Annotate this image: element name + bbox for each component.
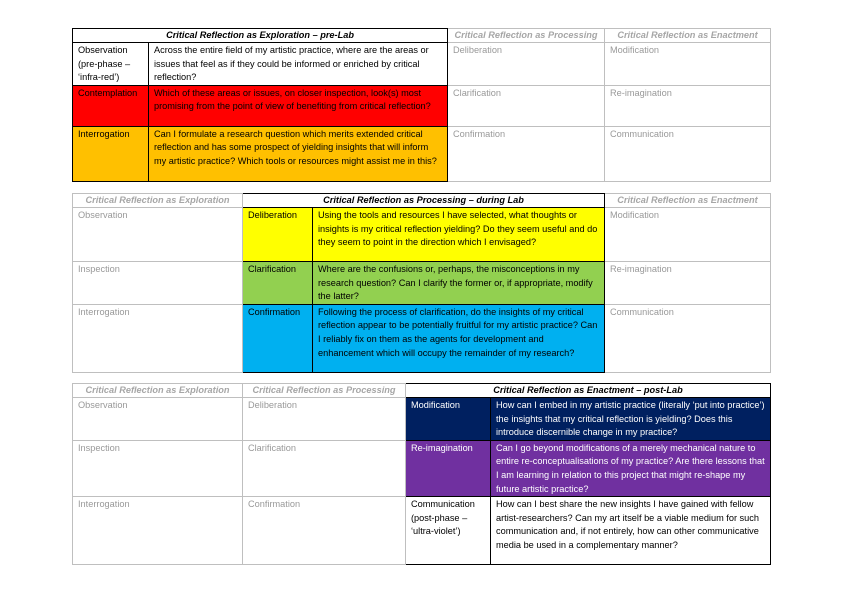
processing-header-inactive: Critical Reflection as Processing: [243, 384, 406, 398]
modification-text: How can I embed in my artistic practice (literally ‘put into practice’) the insights that my critical reflection is yielding? Does this introduce discernible change in my practice?: [491, 398, 771, 441]
reimagination-placeholder: Re-imagination: [605, 262, 771, 305]
reimagination-text: Can I go beyond modifications of a merely mechanical nature to entire re-conceptualisations of my practice? Are there lessons that I am learning in relation to this project that might re-shape my future artistic practice?: [491, 440, 771, 496]
exploration-table: [72, 28, 771, 182]
deliberation-placeholder: Deliberation: [243, 398, 406, 441]
enactment-header-active: Critical Reflection as Enactment – post-Lab: [406, 384, 771, 398]
exploration-header-inactive: Critical Reflection as Exploration: [73, 384, 243, 398]
modification-placeholder: Modification: [605, 43, 771, 86]
confirmation-label: Confirmation: [243, 304, 313, 372]
inspection-placeholder: Inspection: [73, 440, 243, 496]
enactment-table: [72, 383, 771, 565]
deliberation-placeholder: Deliberation: [448, 43, 605, 86]
communication-text: How can I best share the new insights I have gained with fellow artist-researchers? Can my art itself be a viable medium for such communication and, if not entirely, how can other communicative media be used in a complementary manner?: [491, 497, 771, 565]
modification-placeholder: Modification: [605, 208, 771, 262]
interrogation-label: Interrogation: [73, 126, 149, 181]
processing-table: [72, 193, 771, 373]
clarification-placeholder: Clarification: [448, 85, 605, 126]
observation-label-line3: ‘infra-red’): [78, 72, 120, 83]
observation-placeholder: Observation: [73, 208, 243, 262]
clarification-text: Where are the confusions or, perhaps, the misconceptions in my research question? Can I clarify the former or, if appropriate, modify the latter?: [313, 262, 605, 305]
exploration-header-inactive: Critical Reflection as Exploration: [73, 194, 243, 208]
observation-label-line2: (pre-phase –: [78, 58, 131, 69]
interrogation-placeholder: Interrogation: [73, 497, 243, 565]
clarification-placeholder: Clarification: [243, 440, 406, 496]
communication-placeholder: Communication: [605, 304, 771, 372]
interrogation-placeholder: Interrogation: [73, 304, 243, 372]
enactment-header-inactive: Critical Reflection as Enactment: [605, 194, 771, 208]
confirmation-placeholder: Confirmation: [243, 497, 406, 565]
communication-placeholder: Communication: [605, 126, 771, 181]
contemplation-label: Contemplation: [73, 85, 149, 126]
modification-label: Modification: [406, 398, 491, 441]
processing-header-inactive: Critical Reflection as Processing: [448, 29, 605, 43]
deliberation-text: Using the tools and resources I have selected, what thoughts or insights is my critical reflection yielding? Do they seem useful and do they seem to point in the direction which I envisaged?: [313, 208, 605, 262]
communication-label-line1: Communication: [411, 499, 475, 510]
confirmation-text: Following the process of clarification, do the insights of my critical reflection appear to be potentially fruitful for my artistic practice? Can I reliably fix on them as the agents for development and enhancement which will occupy the remainder of my research?: [313, 304, 605, 372]
exploration-header-active: Critical Reflection as Exploration – pre-Lab: [73, 29, 448, 43]
reimagination-label: Re-imagination: [406, 440, 491, 496]
enactment-header-inactive: Critical Reflection as Enactment: [605, 29, 771, 43]
clarification-label: Clarification: [243, 262, 313, 305]
observation-label: [73, 43, 149, 86]
reimagination-placeholder: Re-imagination: [605, 85, 771, 126]
communication-label-line2: (post-phase –: [411, 512, 468, 523]
confirmation-placeholder: Confirmation: [448, 126, 605, 181]
communication-label-line3: ‘ultra-violet’): [411, 526, 461, 537]
observation-placeholder: Observation: [73, 398, 243, 441]
observation-text: Across the entire field of my artistic practice, where are the areas or issues that feel as if they could be informed or enriched by critical reflection?: [149, 43, 448, 86]
processing-header-active: Critical Reflection as Processing – during Lab: [243, 194, 605, 208]
inspection-placeholder: Inspection: [73, 262, 243, 305]
communication-label: [406, 497, 491, 565]
deliberation-label: Deliberation: [243, 208, 313, 262]
observation-label-line1: Observation: [78, 45, 128, 55]
interrogation-text: Can I formulate a research question which merits extended critical reflection and has some prospect of yielding insights that will inform my artistic practice? Which tools or resources might assist me in this?: [149, 126, 448, 181]
contemplation-text: Which of these areas or issues, on closer inspection, look(s) most promising from the point of view of benefiting from critical reflection?: [149, 85, 448, 126]
